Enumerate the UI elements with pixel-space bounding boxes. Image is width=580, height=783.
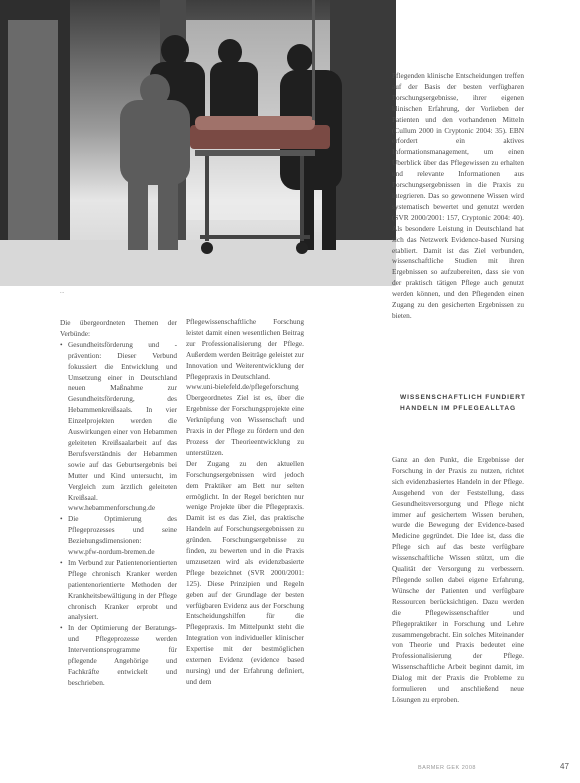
text-column-2 bbox=[186, 317, 304, 688]
text-column-3-bottom bbox=[392, 455, 524, 706]
hero-photo bbox=[0, 0, 396, 286]
list-item-text: Gesundheitsförderung und -prävention: Dieser Verbund fokussiert die Entwicklung und Umsetzung einer in Deutschland neuen Maßnahme zur Gesundheitsförderung, des Hebammenkreißsaals. In vier Einzelprojekten werden die Auswirkungen einer von Hebammen geleiteten Kreißsaalarbeit auf das Berufsverständnis der Hebammen sowie auf das Geburtsergebnis bei Mutter und Kind untersucht, im Vergleich zum ärztlich geleiteten Kreißsaal. bbox=[68, 339, 177, 502]
list-item-text: In der Optimierung der Beratungs- und Pflegeprozesse werden Interventionsprogramme für pflegende Angehörige und Fachkräfte entwickelt und beschrieben. bbox=[68, 623, 177, 687]
section-heading: WISSENSCHAFTLICH FUNDIERT HANDELN IM PFLEGEALLTAG bbox=[400, 394, 526, 412]
page-footer: BARMER GEK 2008 bbox=[418, 765, 476, 771]
list-item bbox=[60, 340, 177, 515]
paragraph: Ganz an den Punkt, die Ergebnisse der Forschung in der Praxis zu nutzen, richtet sich evidenzbasiertes Handeln in der Pflege. Ausgehend von der Feststellung, dass Gesundheitsversorgung und Pflege nicht immer auf gesichertem Wissen beruhen, wurde die Bewegung der Evidence-based Medicine gegründet. Die Idee ist, dass die Pflege sich auf das beste verfügbare wissenschaftliche Wissen stützt, um die Qualität der Versorgung zu verbessern. Pflegende sollen dabei eigene Erfahrung, Wünsche der Patienten und verfügbare Ressourcen berücksichtigen. Dazu werden die Pflegewissenschaftler und Pflegepraktiker in Forschung und Lehre zusammengebracht. Ein solches Miteinander von Theorie und Praxis bedeutet eine Professionalisierung der Pflege. Wissenschaftliche Arbeit beginnt damit, im Dialog mit der Praxis die Probleme zu formulieren und anschließend neue Lösungen zu erproben. bbox=[392, 455, 524, 704]
list-item-text: Die Optimierung des Pflegeprozesses und seine Beziehungsdimensionen: bbox=[68, 514, 177, 546]
list-intro: Die übergeordneten Themen der Verbünde: bbox=[60, 318, 177, 338]
link-url[interactable]: www.uni-bielefeld.de/pflegeforschung bbox=[186, 382, 299, 392]
paragraph: Pflegenden klinische Entscheidungen treffen auf der Basis der besten verfügbaren Forschungsergebnisse, ihrer eigenen klinischen Erfahrung, der Vorlieben der Patienten und den vorhandenen Mitteln (Cullum 2000 in Cryptonic 2004: 35). EBN erfordert ein aktives Informationsmanagement, um einen Überblick über das Pflegewissen zu erhalten und relevante Informationen aus Forschungsergebnissen in die Praxis zu integrieren. Das so gewonnene Wissen wird systematisch bewertet und genutzt werden (SVR 2000/2001: 157, Cryptonic 2004: 40). Als besondere Leistung in Deutschland hat sich das Netzwerk Evidence-based Nursing etabliert. Damit ist das Ziel verbunden, wissenschaftliche Studien mit ihren Ergebnissen so aufzubereiten, dass sie von der praktisch tätigen Pflege auch genutzt werden können, und den Pflegenden einen Zugang zu den gesicherten Ergebnissen zu bieten. bbox=[392, 71, 524, 320]
text-column-1 bbox=[60, 318, 177, 689]
list-item bbox=[60, 623, 177, 688]
topic-list bbox=[60, 340, 177, 689]
paragraph: Der Zugang zu den aktuellen Forschungsergebnissen wird jedoch dem Praktiker am Bett nur selten ermöglicht. In der Regel berichten nur wenige Projekte über die Pflegepraxis. Damit ist es das Ziel, das praktische Handeln auf Forschungsergebnissen zu gründen. Forschungsergebnisse zu finden, zu bewerten und in die Praxis umzusetzen wird als evidenzbasierte Pflege bezeichnet (SVR 2000/2001: 125). Diese Prinzipien und Regeln geben auf der Grundlage der besten verfügbaren Evidenz aus der Forschung Entscheidungshilfen für die Pflegepraxis. Im Mittelpunkt steht die Integration von individueller klinischer Expertise mit der bestmöglichen externen Evidenz (evidence based nursing) und der Erfahrung definiert, und dem bbox=[186, 458, 304, 686]
page-number: 47 bbox=[560, 762, 569, 771]
stretcher-scene-illustration bbox=[0, 0, 396, 286]
list-item bbox=[60, 514, 177, 558]
list-item bbox=[60, 558, 177, 623]
text-column-3-top bbox=[392, 71, 524, 322]
paragraph: Übergeordnetes Ziel ist es, über die Ergebnisse der Forschungsprojekte eine Verknüpfung von Wissenschaft und Praxis in der Pflege zu fördern und den Prozess der Theorieentwicklung zu unterstützen. bbox=[186, 393, 304, 457]
list-item-text: Im Verbund zur Patientenorientierten Pflege chronisch Kranker werden patientenorientierte Methoden der Krankheitsbewältigung in der Pflege chronisch Kranker erprobt und analysiert. bbox=[68, 557, 177, 622]
link-url[interactable]: www.hebammenforschung.de bbox=[68, 503, 156, 513]
photo-caption: ... bbox=[60, 289, 65, 295]
link-url[interactable]: www.pfw-nordum-bremen.de bbox=[68, 547, 155, 557]
paragraph: Pflegewissenschaftliche Forschung leistet damit einen wesentlichen Beitrag zur Professionalisierung der Pflege. Außerdem werden Beiträge geleistet zur Innovation und Weiterentwicklung der Pflegepraxis in Deutschland. bbox=[186, 317, 304, 381]
